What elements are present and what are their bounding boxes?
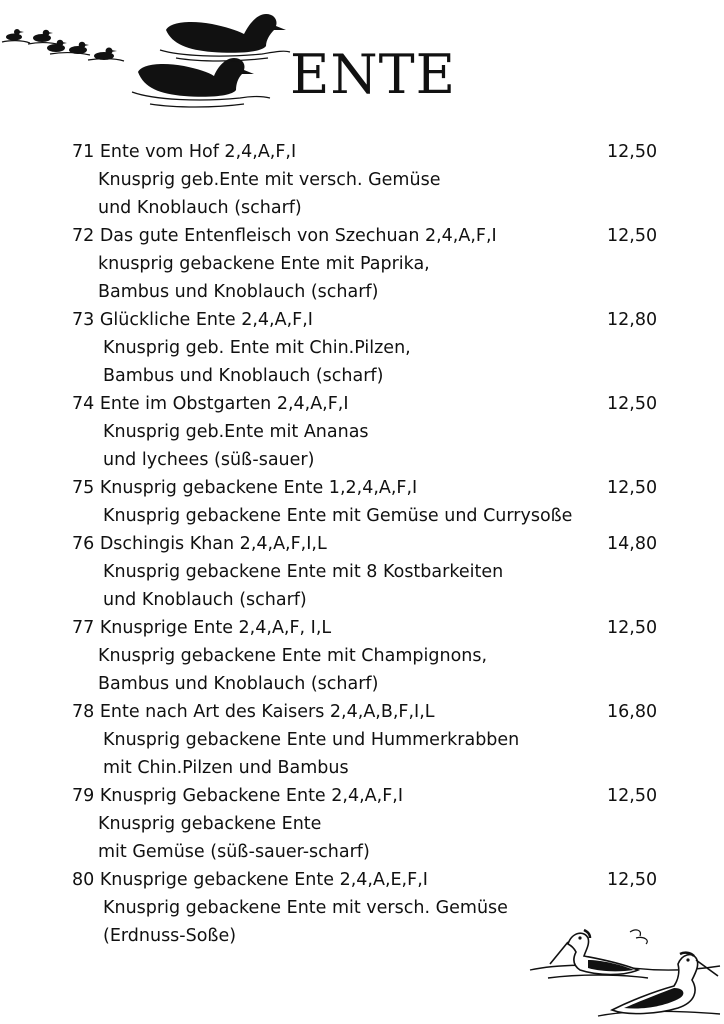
menu-item — [72, 222, 672, 306]
ducks-illustration — [0, 0, 300, 120]
menu-item — [72, 698, 672, 782]
menu-list — [72, 138, 672, 950]
menu-item-description: und Knoblauch (scharf) — [98, 198, 302, 218]
bird-icon — [612, 953, 718, 1014]
menu-item-title: 71 Ente vom Hof 2,4,A,F,I — [72, 142, 297, 162]
menu-item-title: 73 Glückliche Ente 2,4,A,F,I — [72, 310, 313, 330]
menu-item-price: 12,50 — [607, 786, 658, 806]
menu-item-description: Knusprig gebackene Ente und Hummerkrabben — [103, 730, 520, 750]
menu-item-description: Knusprig geb. Ente mit Chin.Pilzen, — [103, 338, 411, 358]
menu-item-description: Bambus und Knoblauch (scharf) — [98, 674, 379, 694]
menu-item-description: Knusprig geb.Ente mit Ananas — [103, 422, 369, 442]
menu-item-description: (Erdnuss-Soße) — [103, 926, 237, 946]
menu-item-title: 76 Dschingis Khan 2,4,A,F,I,L — [72, 534, 327, 554]
menu-item-description: Knusprig gebackene Ente mit 8 Kostbarkeiten — [103, 562, 504, 582]
menu-item-title: 77 Knusprige Ente 2,4,A,F, I,L — [72, 618, 332, 638]
menu-item — [72, 474, 672, 530]
menu-item — [72, 614, 672, 698]
menu-item-description: Knusprig geb.Ente mit versch. Gemüse — [98, 170, 441, 190]
menu-item — [72, 530, 672, 614]
menu-item-price: 14,80 — [607, 534, 658, 554]
duck-icon — [166, 14, 286, 53]
menu-item-description: Knusprig gebackene Ente mit versch. Gemüse — [103, 898, 508, 918]
duckling-icon — [47, 40, 67, 52]
menu-item-description: Knusprig gebackene Ente — [98, 814, 322, 834]
menu-item-title: 78 Ente nach Art des Kaisers 2,4,A,B,F,I,L — [72, 702, 435, 722]
menu-item-description: Bambus und Knoblauch (scharf) — [98, 282, 379, 302]
menu-item-price: 12,50 — [607, 478, 658, 498]
duckling-icon — [33, 30, 53, 42]
menu-item-title: 72 Das gute Entenfleisch von Szechuan 2,4,A,F,I — [72, 226, 497, 246]
menu-item-description: und lychees (süß-sauer) — [103, 450, 315, 470]
menu-item-title: 75 Knusprig gebackene Ente 1,2,4,A,F,I — [72, 478, 418, 498]
menu-item-price: 12,80 — [607, 310, 658, 330]
menu-item-price: 12,50 — [607, 142, 658, 162]
duckling-icon — [6, 29, 24, 41]
bird-icon — [550, 930, 638, 975]
menu-item — [72, 390, 672, 474]
menu-item-description: mit Gemüse (süß-sauer-scharf) — [98, 842, 370, 862]
birds-illustration — [528, 924, 724, 1024]
menu-item-description: mit Chin.Pilzen und Bambus — [103, 758, 349, 778]
duck-icon — [138, 58, 254, 97]
menu-item-title: 80 Knusprige gebackene Ente 2,4,A,E,F,I — [72, 870, 428, 890]
menu-item-title: 74 Ente im Obstgarten 2,4,A,F,I — [72, 394, 349, 414]
menu-item-price: 12,50 — [607, 618, 658, 638]
menu-item-price: 16,80 — [607, 702, 658, 722]
menu-item-price: 12,50 — [607, 394, 658, 414]
menu-item-description: Knusprig gebackene Ente mit Gemüse und Currysoße — [103, 506, 573, 526]
menu-item — [72, 306, 672, 390]
flourish — [630, 930, 647, 944]
menu-item-price: 12,50 — [607, 226, 658, 246]
menu-item-title: 79 Knusprig Gebackene Ente 2,4,A,F,I — [72, 786, 403, 806]
menu-item-description: und Knoblauch (scharf) — [103, 590, 307, 610]
menu-item — [72, 138, 672, 222]
water-line — [548, 975, 648, 978]
menu-item-description: Bambus und Knoblauch (scharf) — [103, 366, 384, 386]
menu-item-description: knusprig gebackene Ente mit Paprika, — [98, 254, 430, 274]
menu-item — [72, 782, 672, 866]
menu-item-description: Knusprig gebackene Ente mit Champignons, — [98, 646, 488, 666]
page-title: ENTE — [290, 43, 457, 106]
menu-item-price: 12,50 — [607, 870, 658, 890]
